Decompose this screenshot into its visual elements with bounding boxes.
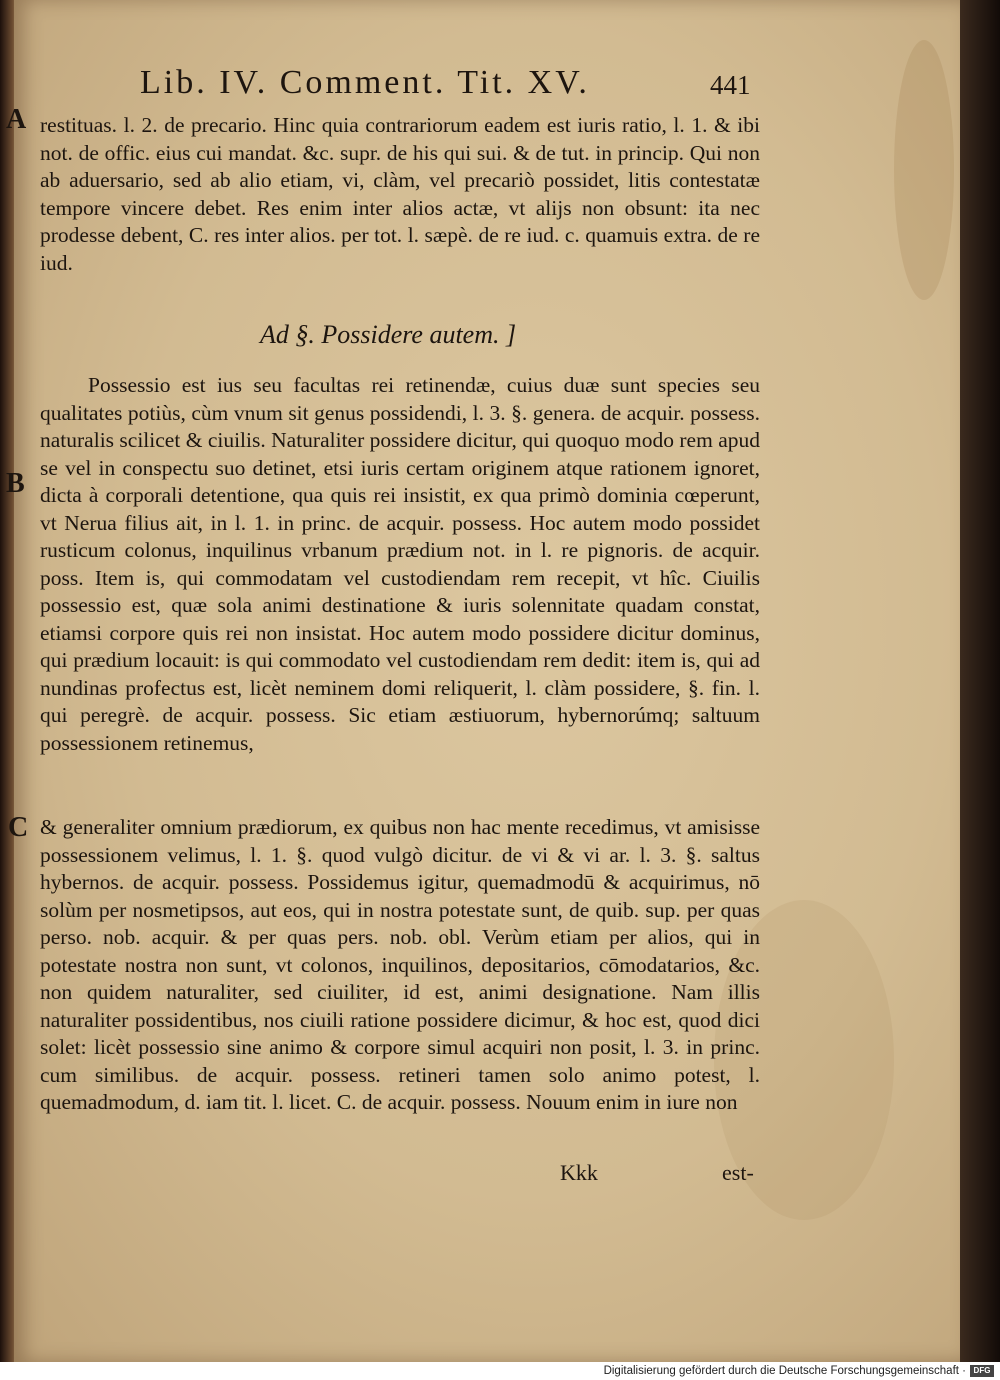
main-passage-1 [40,372,760,757]
signature-mark: Kkk [560,1160,598,1185]
top-passage-text: restituas. l. 2. de precario. Hinc quia contrariorum eadem est iuris ratio, l. 1. & ibi not. de offic. eius cui mandat. &c. supr. de his qui sui. & de tut. in princip. Qui non ab aduersario, sed ab alio etiam, vi, clàm, vel precariò possidet, litis contestatæ tempore vincere debet. Res enim inter alios actæ, vt alijs non obsunt: ita nec prodesse debent, C. res inter alios. per tot. l. sæpè. de re iud. c. quamuis extra. de re iud. [40,113,760,275]
margin-letter-a: A [6,104,27,135]
footer-credit: Digitalisierung gefördert durch die Deutsche Forschungsgemeinschaft · [603,1365,966,1377]
main-passage-2 [40,814,760,1117]
right-background [960,0,1000,1362]
paper-stain [894,40,954,300]
running-head: Lib. IV. Comment. Tit. XV. [140,64,590,101]
top-passage [40,112,760,277]
digitization-footer [0,1362,1000,1380]
dfg-logo: DFG [970,1365,994,1377]
margin-letter-c: C [8,812,29,843]
main-passage-2-text: & generaliter omnium prædiorum, ex quibus non hac mente recedimus, vt amisisse possessionem velimus, l. 1. §. quod vulgò dicitur. de vi & vi ar. l. 3. §. saltus hybernos. de acquir. possess. Possidemus igitur, quemadmodū & acquirimus, nō solùm per nosmetipsos, aut eos, qui in nostra potestate sunt, de quib. sup. per quas perso. nob. acquir. & per quas pers. nob. obl. Verùm etiam per alios, qui in potestate nostra non sunt, vt colonos, inquilinos, depositarios, cōmodatarios, &c. non quidem naturaliter, sed ciuiliter, id est, animi designatione. Nam illis naturaliter possidentibus, nos ciuili ratione possidere dicimur, & hoc est, quod dici solet: licèt possessio sine animo & corpore simul acquiri non posit, l. 3. in princ. cum similibus. de acquir. possess. retineri tamen solo animo potest, l. quemadmodum, d. iam tit. l. licet. C. de acquir. possess. Nouum enim in iure non [40,815,760,1114]
catchword: est- [722,1160,754,1185]
main-passage-1-text: Possessio est ius seu facultas rei retinendæ, cuius duæ sunt species seu qualitates potiùs, cùm vnum sit genus possidendi, l. 3. §. genera. de acquir. possess. naturalis scilicet & ciuilis. Naturaliter possidere dicitur, qui quoquo modo rem apud se vel in conspectu suo detinet, etsi iuris certam originem atque rationem ignoret, dicta à corporali detentione, qua quis rei insistit, ex qua primò dominia cœperunt, vt Nerua filius ait, in l. 1. in princ. de acquir. possess. Hoc autem modo possidet rusticum colonus, inquilinus vrbanum prædium not. in l. re pignoris. de acquir. poss. Item is, qui commodatam vel custodiendam rem recepit, vt hîc. Ciuilis possessio est, quæ sola animi destinatione & iuris solennitate quadam constat, etiamsi corpore quis rei non insistat. Hoc autem modo possidere dicitur dominus, qui prædium locauit: is qui commodato vel custodiendam rem dedit: item is, qui ad nundinas profectus est, licèt neminem domi reliquerit, l. clàm possidere, §. fin. l. qui peregrè. de acquir. possess. Sic etiam æstiuorum, hybernorúmq; saltuum possessionem retinemus, [40,373,760,755]
section-heading: Ad §. Possidere autem. ] [260,320,517,349]
page-number: 441 [710,70,751,100]
margin-letter-b: B [6,468,25,499]
